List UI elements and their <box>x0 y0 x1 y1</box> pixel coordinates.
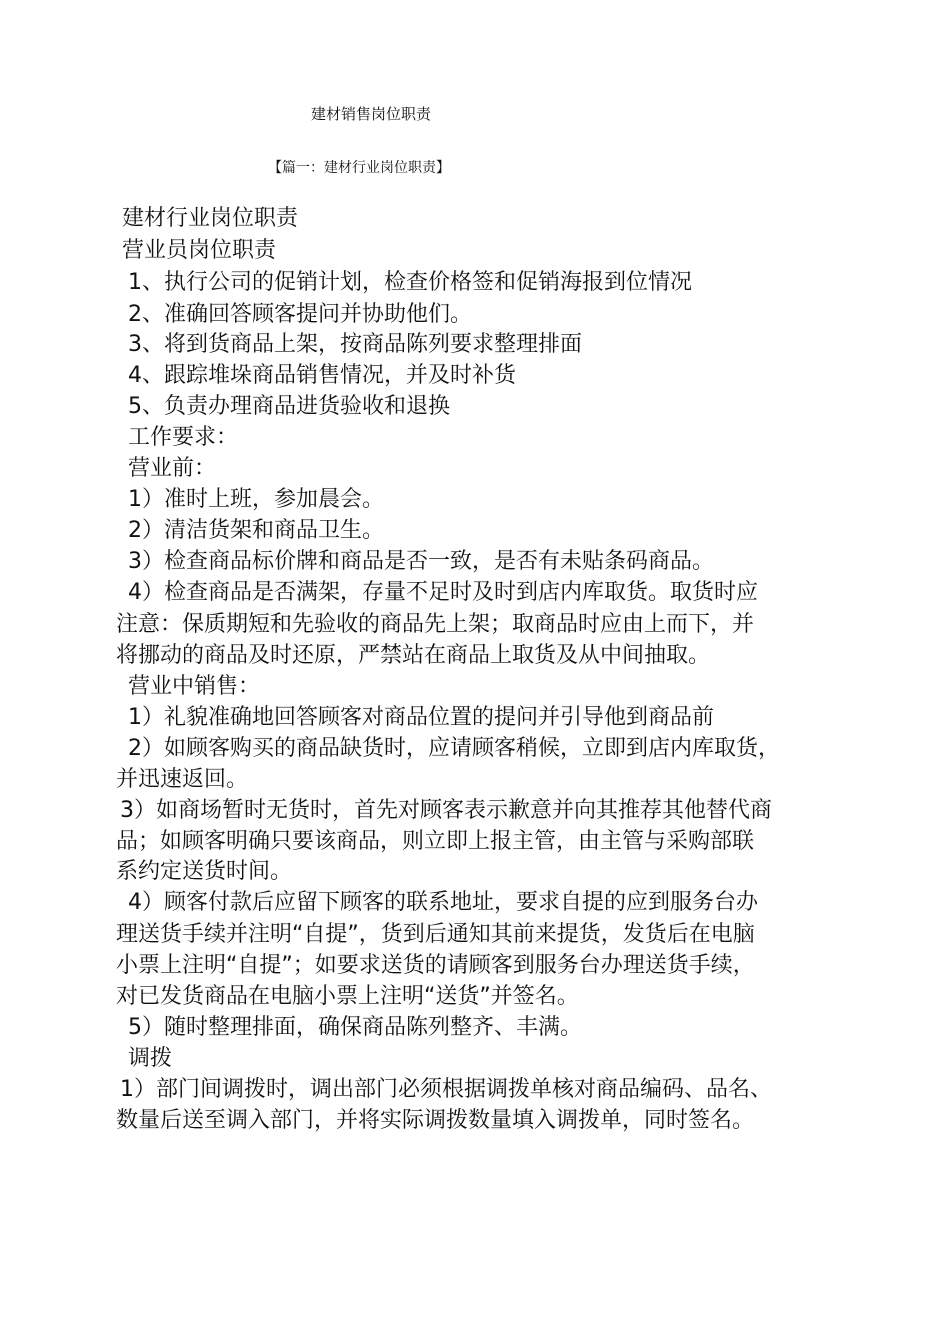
document-subtitle: 【篇一：建材行业岗位职责】 <box>268 160 450 176</box>
sales-item: 4）顾客付款后应留下顾客的联系地址，要求自提的应到服务台办 <box>128 890 758 915</box>
transfer-item-cont: 数量后送至调入部门，并将实际调拨数量填入调拨单，同时签名。 <box>116 1108 755 1133</box>
requirement-item-cont: 将挪动的商品及时还原，严禁站在商品上取货及从中间抽取。 <box>116 643 711 668</box>
duty-item: 1、执行公司的促销计划，检查价格签和促销海报到位情况 <box>128 270 692 295</box>
duty-item: 5、负责办理商品进货验收和退换 <box>128 394 450 419</box>
sales-item-cont: 品；如顾客明确只要该商品，则立即上报主管，由主管与采购部联 <box>116 829 755 854</box>
requirement-item: 3）检查商品标价牌和商品是否一致，是否有未贴条码商品。 <box>128 549 714 574</box>
sales-item-cont: 系约定送货时间。 <box>116 859 293 884</box>
heading-before-business: 营业前： <box>128 456 217 481</box>
requirement-item: 4）检查商品是否满架，存量不足时及时到店内库取货。取货时应 <box>128 580 758 605</box>
sales-item: 3）如商场暂时无货时，首先对顾客表示歉意并向其推荐其他替代商 <box>120 798 772 823</box>
sales-item-cont: 理送货手续并注明“自提”，货到后通知其前来提货，发货后在电脑 <box>116 922 755 947</box>
heading-in-business-sales: 营业中销售： <box>128 674 261 699</box>
duty-item: 2、准确回答顾客提问并协助他们。 <box>128 302 472 327</box>
heading-transfer: 调拨 <box>128 1046 173 1071</box>
document-title: 建材销售岗位职责 <box>311 105 432 123</box>
sales-item-cont: 对已发货商品在电脑小票上注明“送货”并签名。 <box>116 984 579 1009</box>
duty-item: 3、将到货商品上架，按商品陈列要求整理排面 <box>128 332 582 357</box>
requirement-item-cont: 注意：保质期短和先验收的商品先上架；取商品时应由上而下，并 <box>116 612 755 637</box>
heading-salesclerk-duties: 营业员岗位职责 <box>122 238 277 263</box>
transfer-item: 1）部门间调拨时，调出部门必须根据调拨单核对商品编码、品名、 <box>120 1077 772 1102</box>
sales-item: 1）礼貌准确地回答顾客对商品位置的提问并引导他到商品前 <box>128 705 714 730</box>
sales-item-cont: 并迅速返回。 <box>116 767 249 792</box>
duty-item: 4、跟踪堆垛商品销售情况，并及时补货 <box>128 363 516 388</box>
heading-work-requirements: 工作要求： <box>128 425 239 450</box>
heading-industry-duties: 建材行业岗位职责 <box>122 206 299 231</box>
requirement-item: 2）清洁货架和商品卫生。 <box>128 518 384 543</box>
sales-item-cont: 小票上注明“自提”；如要求送货的请顾客到服务台办理送货手续， <box>116 953 755 978</box>
requirement-item: 1）准时上班，参加晨会。 <box>128 487 384 512</box>
sales-item: 5）随时整理排面，确保商品陈列整齐、丰满。 <box>128 1015 582 1040</box>
sales-item: 2）如顾客购买的商品缺货时，应请顾客稍候，立即到店内库取货， <box>128 736 780 761</box>
